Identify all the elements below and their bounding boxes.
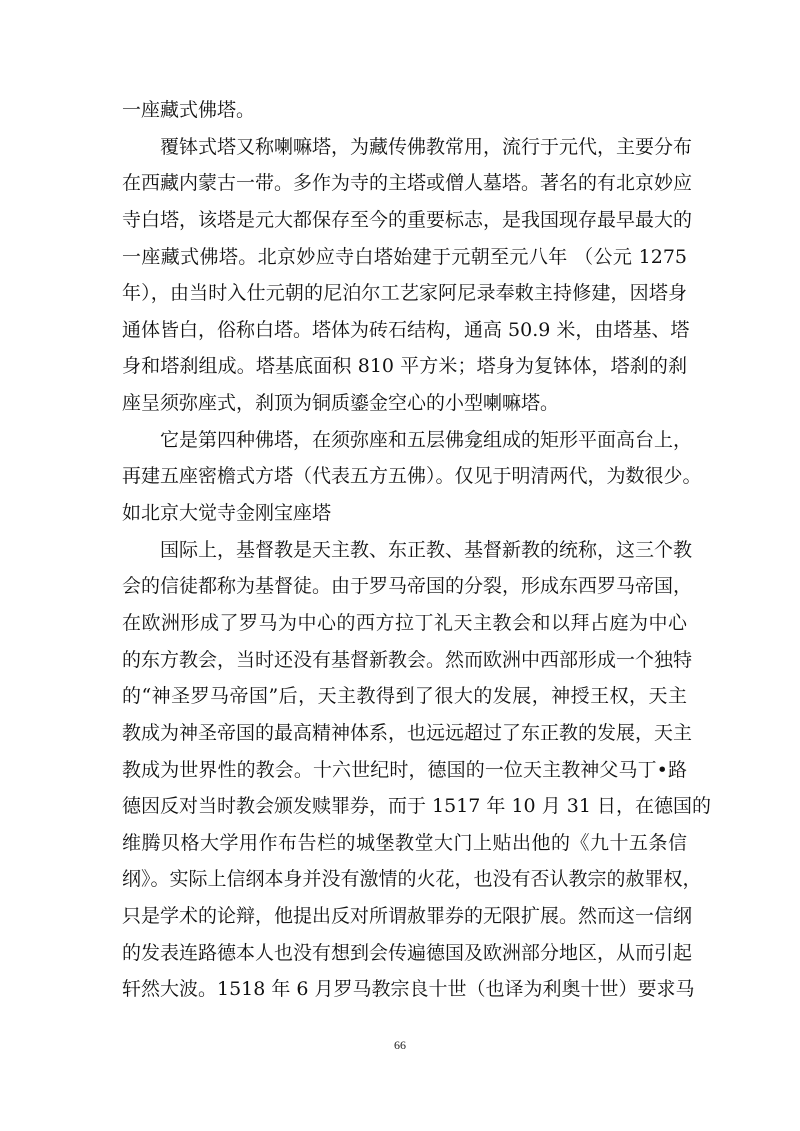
- text-line: 身和塔刹组成。塔基底面积 810 平方米；塔身为复钵体，塔刹的刹: [122, 355, 687, 378]
- text-line: 座呈须弥座式，刹顶为铜质鎏金空心的小型喇嘛塔。: [122, 392, 560, 415]
- text-line: 在欧洲形成了罗马为中心的西方拉丁礼天主教会和以拜占庭为中心: [122, 611, 687, 634]
- text-line: 年），由当时入仕元朝的尼泊尔工艺家阿尼录奉敕主持修建，因塔身: [122, 282, 687, 305]
- text-line: 一座藏式佛塔。北京妙应寺白塔始建于元朝至元八年 （公元 1275: [122, 245, 687, 268]
- text-line: 覆钵式塔又称喇嘛塔，为藏传佛教常用，流行于元代，主要分布: [122, 135, 693, 158]
- text-line: 轩然大波。1518 年 6 月罗马教宗良十世（也译为利奥十世）要求马: [122, 978, 695, 1001]
- text-line: 教成为世界性的教会。十六世纪时，德国的一位天主教神父马丁•路: [122, 758, 687, 781]
- text-line: 国际上，基督教是天主教、东正教、基督新教的统称，这三个教: [122, 538, 693, 561]
- text-line: 会的信徒都称为基督徒。由于罗马帝国的分裂，形成东西罗马帝国，: [122, 575, 693, 598]
- text-line: 纲》。实际上信纲本身并没有激情的火花，也没有否认教宗的赦罪权，: [122, 868, 702, 891]
- text-line: 德因反对当时教会颁发赎罪券，而于 1517 年 10 月 31 日，在德国的: [122, 795, 711, 818]
- text-line: 再建五座密檐式方塔（代表五方五佛）。仅见于明清两代，为数很少。: [122, 465, 702, 488]
- text-line: 的“神圣罗马帝国”后，天主教得到了很大的发展，神授王权，天主: [122, 685, 687, 708]
- text-line: 的东方教会，当时还没有基督新教会。然而欧洲中西部形成一个独特: [122, 648, 693, 671]
- text-line: 维腾贝格大学用作布告栏的城堡教堂大门上贴出他的《九十五条信: [122, 831, 687, 854]
- text-line: 寺白塔，该塔是元大都保存至今的重要标志，是我国现存最早最大的: [122, 208, 693, 231]
- text-line: 如北京大觉寺金刚宝座塔: [122, 502, 332, 525]
- body-text: [122, 92, 711, 1008]
- text-line: 它是第四种佛塔，在须弥座和五层佛龛组成的矩形平面高台上，: [122, 428, 693, 451]
- text-line: 的发表连路德本人也没有想到会传遍德国及欧洲部分地区，从而引起: [122, 941, 693, 964]
- text-line: 通体皆白，俗称白塔。塔体为砖石结构，通高 50.9 米，由塔基、塔: [122, 318, 690, 341]
- text-line: 只是学术的论辩，他提出反对所谓赦罪券的无限扩展。然而这一信纲: [122, 905, 693, 928]
- text-line: 教成为神圣帝国的最高精神体系，也远远超过了东正教的发展，天主: [122, 721, 693, 744]
- text-line: 一座藏式佛塔。: [122, 99, 256, 121]
- page-number: 66: [394, 1038, 406, 1052]
- text-line: 在西藏内蒙古一带。多作为寺的主塔或僧人墓塔。著名的有北京妙应: [122, 172, 693, 195]
